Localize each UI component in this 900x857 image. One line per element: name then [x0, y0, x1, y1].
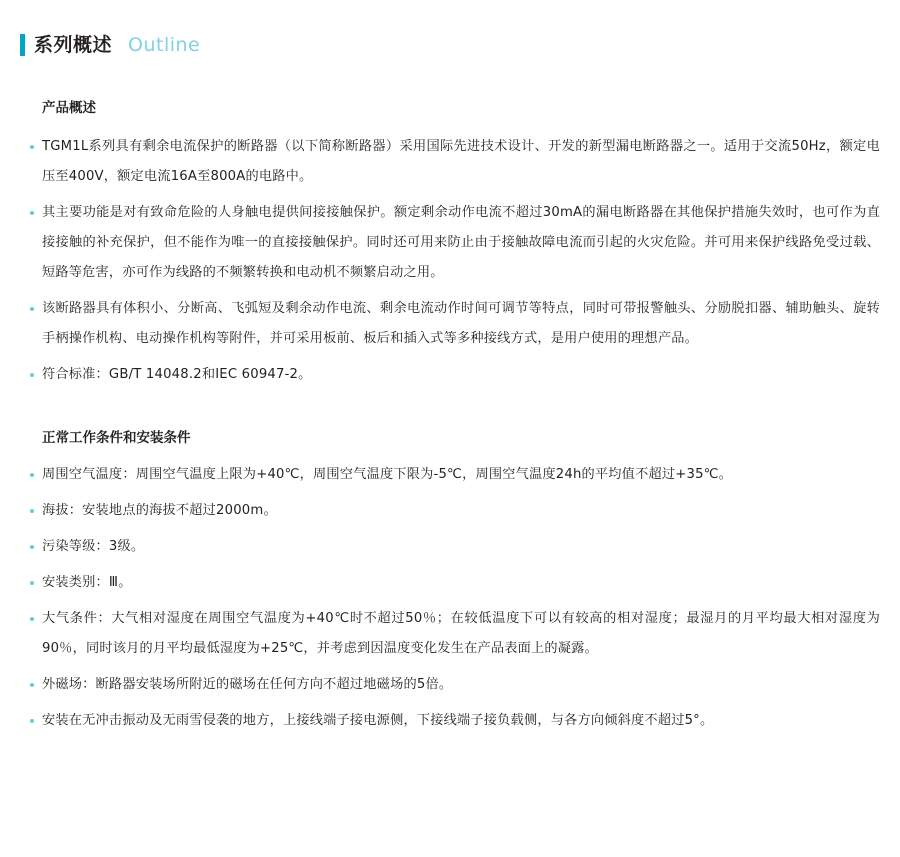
list-item-text: 外磁场：断路器安装场所附近的磁场在任何方向不超过地磁场的5倍。	[42, 677, 453, 692]
section-heading-operating-conditions: 正常工作条件和安装条件	[42, 430, 191, 446]
page-title-cn: 系列概述	[34, 33, 113, 56]
list-item-text: 污染等级：3级。	[42, 539, 145, 554]
title-accent-bar	[20, 34, 25, 56]
list-item	[20, 604, 880, 664]
list-item	[20, 132, 880, 192]
list-item-text: 其主要功能是对有致命危险的人身触电提供间接接触保护。额定剩余动作电流不超过30mA的漏电断路器在其他保护措施失效时，也可作为直接接触的补充保护，但不能作为唯一的直接接触保护。同时还可用来防止由于接触故障电流而引起的火灾危险。并可用来保护线路免受过载、短路等危害，亦可作为线路的不频繁转换和电动机不频繁启动之用。	[42, 205, 880, 280]
list-item-text: 大气条件：大气相对湿度在周围空气温度为+40℃时不超过50％；在较低温度下可以有较高的相对湿度；最湿月的月平均最大相对湿度为90％，同时该月的月平均最低湿度为+25℃，并考虑到因温度变化发生在产品表面上的凝露。	[42, 611, 880, 656]
list-item	[20, 568, 880, 598]
section-list-product-overview	[20, 132, 880, 390]
list-item-text: 安装在无冲击振动及无雨雪侵袭的地方，上接线端子接电源侧，下接线端子接负载侧，与各方向倾斜度不超过5°。	[42, 713, 714, 728]
list-item	[20, 532, 880, 562]
list-item	[20, 360, 880, 390]
list-item-text: 该断路器具有体积小、分断高、飞弧短及剩余动作电流、剩余电流动作时间可调节等特点，同时可带报警触头、分励脱扣器、辅助触头、旋转手柄操作机构、电动操作机构等附件，并可采用板前、板后和插入式等多种接线方式，是用户使用的理想产品。	[42, 301, 880, 346]
list-item	[20, 460, 880, 490]
list-item-text: 周围空气温度：周围空气温度上限为+40℃，周围空气温度下限为-5℃，周围空气温度24h的平均值不超过+35℃。	[42, 467, 733, 482]
list-item	[20, 706, 880, 736]
list-item-text: 安装类别：Ⅲ。	[42, 575, 132, 590]
section-heading-product-overview: 产品概述	[42, 100, 96, 116]
list-item-text: 海拔：安装地点的海拔不超过2000m。	[42, 503, 277, 518]
section-list-operating-conditions	[20, 460, 880, 736]
page-title	[20, 0, 880, 56]
list-item-text: 符合标准：GB/T 14048.2和IEC 60947-2。	[42, 367, 312, 382]
list-item	[20, 670, 880, 700]
list-item-text: TGM1L系列具有剩余电流保护的断路器（以下简称断路器）采用国际先进技术设计、开发的新型漏电断路器之一。适用于交流50Hz，额定电压至400V，额定电流16A至800A的电路中。	[42, 139, 880, 184]
list-item	[20, 294, 880, 354]
list-item	[20, 198, 880, 288]
list-item	[20, 496, 880, 526]
page-title-en: Outline	[128, 33, 201, 56]
